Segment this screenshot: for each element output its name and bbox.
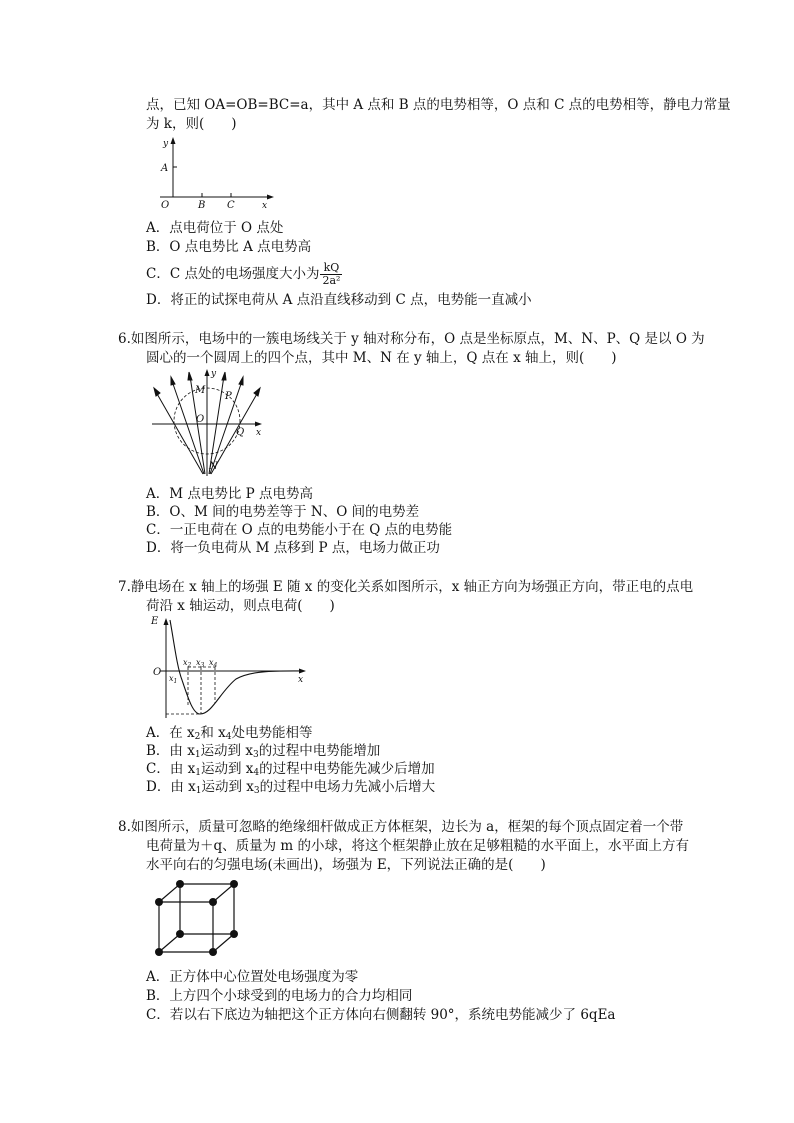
q8-cube-edges bbox=[159, 884, 234, 952]
q5-option-b: B．O 点电势比 A 点电势高 bbox=[146, 239, 312, 255]
q6-y-arrow bbox=[205, 369, 210, 376]
q7-label-x1: $x_1$ bbox=[169, 674, 178, 685]
q5-label-b: B bbox=[198, 200, 206, 211]
q5-label-y: y bbox=[163, 139, 169, 149]
q7-e-arrow bbox=[164, 618, 169, 625]
q6-label-y: y bbox=[211, 369, 217, 379]
q6-field-lines-figure bbox=[150, 366, 270, 480]
q6-label-m: M bbox=[195, 385, 206, 396]
q7-option-a: A．在 $x_2$和 $x_4$处电势能相等 bbox=[146, 725, 313, 742]
q5-frac-numerator: kQ bbox=[320, 262, 342, 275]
q5-frac-denominator: 2a² bbox=[322, 274, 341, 287]
q5-label-a: A bbox=[161, 163, 169, 174]
q6-x-arrow bbox=[255, 422, 262, 427]
q6-option-c: C．一正电荷在 O 点的电势能小于在 Q 点的电势能 bbox=[146, 522, 453, 538]
q7-stem-line2: 荷沿 x 轴运动，则点电荷( ) bbox=[146, 598, 335, 614]
q6-option-b: B．O、M 间的电势差等于 N、O 间的电势差 bbox=[146, 504, 420, 520]
q8-option-b: B．上方四个小球受到的电场力的合力均相同 bbox=[146, 988, 413, 1004]
q6-option-d: D．将一负电荷从 M 点移到 P 点，电场力做正功 bbox=[146, 540, 440, 556]
q5-option-d: D．将正的试探电荷从 A 点沿直线移动到 C 点，电势能一直减小 bbox=[146, 292, 532, 308]
q7-stem-line1: 7.静电场在 x 轴上的场强 E 随 x 的变化关系如图所示，x 轴正方向为场强正方向，带正电的点电 bbox=[118, 579, 694, 595]
q6-stem-line2: 圆心的一个圆周上的四个点，其中 M、N 在 y 轴上，Q 点在 x 轴上，则( ) bbox=[146, 350, 617, 366]
q5-option-c bbox=[146, 258, 342, 290]
q7-field-graph bbox=[148, 612, 314, 722]
q6-stem-line1: 6.如图所示，电场中的一簇电场线关于 y 轴对称分布，O 点是坐标原点，M、N、P、Q 是以 O 为 bbox=[118, 331, 705, 347]
q6-label-p: P bbox=[225, 391, 232, 402]
q5-label-x: x bbox=[262, 201, 268, 211]
q7-option-c: C．由 $x_1$运动到 $x_4$的过程中电势能先减少后增加 bbox=[146, 761, 435, 778]
q5-stem-line2: 为 k，则( ) bbox=[146, 116, 237, 132]
q6-label-q: Q bbox=[236, 427, 245, 438]
q5-x-arrow bbox=[267, 195, 274, 200]
q5-label-c: C bbox=[227, 200, 235, 211]
q7-label-e: E bbox=[151, 616, 159, 627]
q7-label-x2: $x_2$ bbox=[183, 658, 192, 669]
q6-label-x: x bbox=[256, 428, 262, 438]
q7-label-x4: $x_4$ bbox=[209, 658, 218, 669]
q7-option-d: D．由 $x_1$运动到 $x_3$的过程中电场力先减小后增大 bbox=[146, 779, 436, 796]
q5-label-o: O bbox=[161, 200, 170, 211]
q8-option-c: C．若以右下底边为轴把这个正方体向右侧翻转 90°，系统电势能减少了 6qEa bbox=[146, 1007, 616, 1023]
q5-stem-line1: 点，已知 OA=OB=BC=a，其中 A 点和 B 点的电势相等，O 点和 C 点的电势相等，静电力常量 bbox=[146, 97, 731, 113]
q7-label-o: O bbox=[153, 667, 162, 678]
q7-label-x: x bbox=[298, 675, 304, 685]
q5-option-c-text: C．C 点处的电场强度大小为 bbox=[146, 266, 320, 282]
q6-label-o: O bbox=[196, 414, 205, 425]
q5-option-c-fraction bbox=[320, 262, 342, 287]
q6-option-a: A．M 点电势比 P 点电势高 bbox=[146, 486, 314, 502]
q8-cube-figure bbox=[152, 876, 244, 962]
q5-y-arrow bbox=[171, 137, 176, 144]
q7-label-x3: $x_3$ bbox=[196, 658, 205, 669]
q7-option-b: B．由 $x_1$运动到 $x_3$的过程中电势能增加 bbox=[146, 743, 381, 760]
q8-stem-line3: 水平向右的匀强电场(未画出)，场强为 E，下列说法正确的是( ) bbox=[146, 857, 546, 873]
q6-label-n: N bbox=[209, 461, 218, 472]
q5-axis-figure bbox=[150, 135, 280, 215]
q8-stem-line2: 电荷量为＋q、质量为 m 的小球，将这个框架静止放在足够粗糙的水平面上，水平面上方有 bbox=[146, 838, 690, 854]
q5-option-a: A．点电荷位于 O 点处 bbox=[146, 220, 284, 236]
q8-option-a: A．正方体中心位置处电场强度为零 bbox=[146, 969, 359, 985]
q8-stem-line1: 8.如图所示，质量可忽略的绝缘细杆做成正方体框架，边长为 a，框架的每个顶点固定着一个带 bbox=[118, 819, 684, 835]
